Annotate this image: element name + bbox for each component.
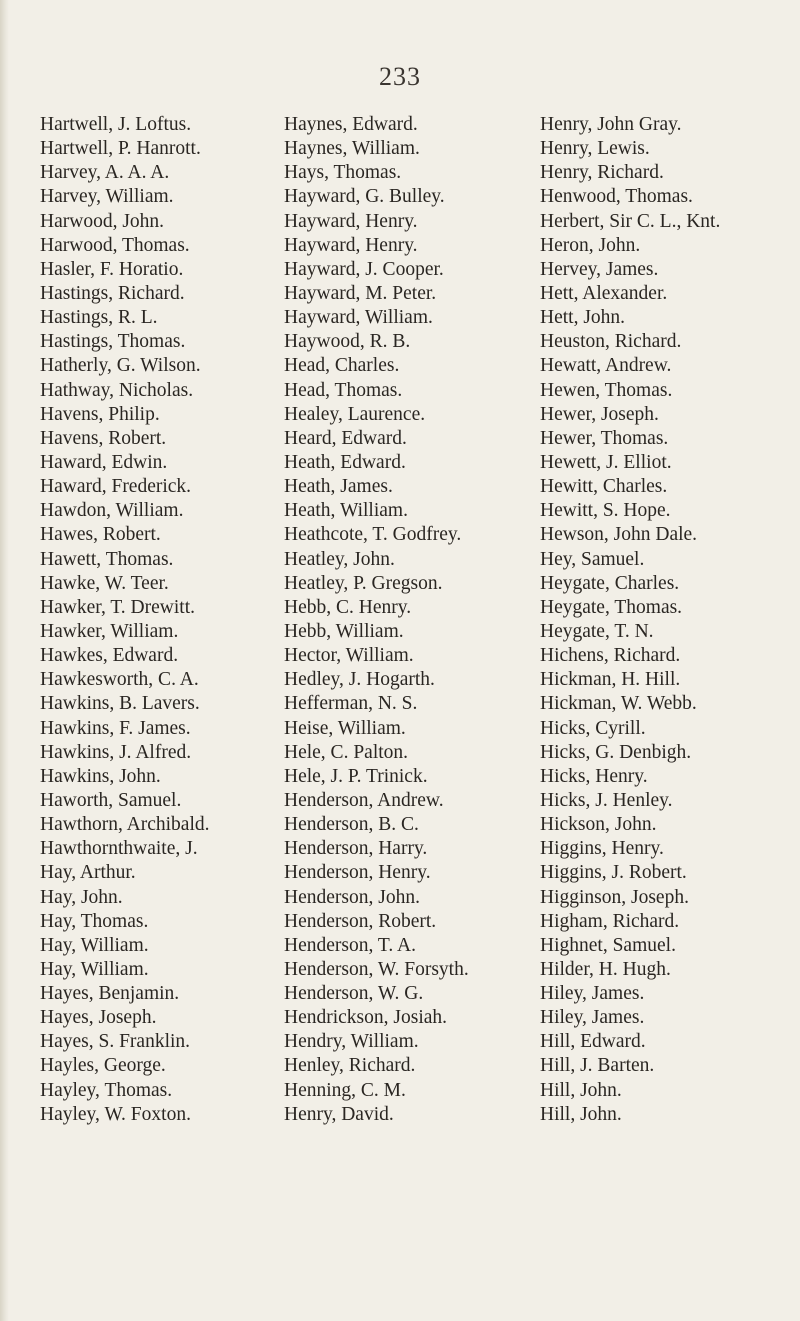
name-entry: Henderson, W. Forsyth. bbox=[284, 958, 469, 980]
name-entry: Hatherly, G. Wilson. bbox=[40, 355, 201, 377]
name-entry: Hill, John. bbox=[540, 1103, 622, 1125]
name-entry: Hawkes, Edward. bbox=[40, 645, 179, 667]
name-entry: Hay, William. bbox=[40, 958, 149, 980]
name-entry: Hett, Alexander. bbox=[540, 282, 668, 304]
name-entry: Hicks, G. Denbigh. bbox=[540, 741, 692, 763]
name-entry: Hay, William. bbox=[40, 934, 149, 956]
name-entry: Hasler, F. Horatio. bbox=[40, 258, 184, 280]
name-entry: Henley, Richard. bbox=[284, 1055, 416, 1077]
name-entry: Harvey, A. A. A. bbox=[40, 162, 170, 184]
name-entry: Hastings, R. L. bbox=[40, 307, 158, 329]
name-entry: Hawthornthwaite, J. bbox=[40, 838, 198, 860]
name-entry: Henderson, Andrew. bbox=[284, 789, 444, 811]
name-entry: Healey, Laurence. bbox=[284, 403, 426, 425]
name-entry: Head, Thomas. bbox=[284, 379, 403, 401]
name-entry: Hawkins, F. James. bbox=[40, 717, 191, 739]
name-entry: Higgins, J. Robert. bbox=[540, 862, 687, 884]
name-entry: Harwood, Thomas. bbox=[40, 234, 190, 256]
name-entry: Hedley, J. Hogarth. bbox=[284, 669, 435, 691]
name-entry: Hawker, T. Drewitt. bbox=[40, 596, 195, 618]
name-entry: Hayes, S. Franklin. bbox=[40, 1031, 191, 1053]
name-entry: Heygate, Charles. bbox=[540, 572, 680, 594]
name-entry: Hay, Arthur. bbox=[40, 862, 136, 884]
name-entry: Hervey, James. bbox=[540, 258, 659, 280]
name-entry: Higginson, Joseph. bbox=[540, 886, 689, 908]
name-entry: Hele, J. P. Trinick. bbox=[284, 765, 428, 787]
name-entry: Henwood, Thomas. bbox=[540, 186, 693, 208]
name-entry: Heygate, T. N. bbox=[540, 620, 654, 642]
name-entry: Haworth, Samuel. bbox=[40, 789, 182, 811]
name-entry: Heise, William. bbox=[284, 717, 406, 739]
name-entry: Henderson, Harry. bbox=[284, 838, 428, 860]
name-entry: Hewitt, Charles. bbox=[540, 476, 668, 498]
name-entry: Herbert, Sir C. L., Knt. bbox=[540, 210, 721, 232]
name-entry: Henderson, W. G. bbox=[284, 983, 424, 1005]
name-entry: Hele, C. Palton. bbox=[284, 741, 409, 763]
name-entry: Hartwell, P. Hanrott. bbox=[40, 138, 201, 160]
name-entry: Heard, Edward. bbox=[284, 427, 407, 449]
name-entry: Heath, Edward. bbox=[284, 451, 406, 473]
name-entry: Hayley, W. Foxton. bbox=[40, 1103, 191, 1125]
name-entry: Hickson, John. bbox=[540, 814, 657, 836]
name-entry: Hicks, J. Henley. bbox=[540, 789, 673, 811]
name-entry: Hawkesworth, C. A. bbox=[40, 669, 199, 691]
name-entry: Hawkins, John. bbox=[40, 765, 161, 787]
name-entry: Hayes, Joseph. bbox=[40, 1007, 157, 1029]
name-entry: Henry, John Gray. bbox=[540, 114, 682, 135]
name-entry: Havens, Robert. bbox=[40, 427, 167, 449]
name-entry: Highnet, Samuel. bbox=[540, 934, 676, 956]
name-entry: Hastings, Richard. bbox=[40, 282, 185, 304]
name-entry: Hickman, H. Hill. bbox=[540, 669, 681, 691]
name-entry: Hawker, William. bbox=[40, 620, 179, 642]
name-entry: Hickman, W. Webb. bbox=[540, 693, 697, 715]
name-entry: Haynes, Edward. bbox=[284, 114, 418, 135]
name-entry: Heath, William. bbox=[284, 500, 408, 522]
name-entry: Hilder, H. Hugh. bbox=[540, 958, 671, 980]
name-entry: Haynes, William. bbox=[284, 138, 420, 160]
name-entry: Hayward, Henry. bbox=[284, 210, 418, 232]
page-binding-edge bbox=[0, 0, 9, 1321]
name-entry: Hastings, Thomas. bbox=[40, 331, 186, 353]
name-entry: Harvey, William. bbox=[40, 186, 174, 208]
name-entry: Hill, J. Barten. bbox=[540, 1055, 655, 1077]
name-entry: Henning, C. M. bbox=[284, 1079, 406, 1101]
name-entry: Hewer, Joseph. bbox=[540, 403, 659, 425]
name-entry: Hiley, James. bbox=[540, 983, 645, 1005]
name-entry: Heath, James. bbox=[284, 476, 393, 498]
name-entry: Henderson, Henry. bbox=[284, 862, 431, 884]
name-entry: Henry, Lewis. bbox=[540, 138, 650, 160]
name-entry: Henry, Richard. bbox=[540, 162, 664, 184]
name-entry: Haywood, R. B. bbox=[284, 331, 411, 353]
name-entry: Hewer, Thomas. bbox=[540, 427, 669, 449]
name-entry: Hayward, William. bbox=[284, 307, 433, 329]
name-entry: Hicks, Cyrill. bbox=[540, 717, 646, 739]
name-entry: Hendry, William. bbox=[284, 1031, 419, 1053]
name-entry: Hawkins, B. Lavers. bbox=[40, 693, 200, 715]
name-entry: Hayward, M. Peter. bbox=[284, 282, 437, 304]
name-entry: Heuston, Richard. bbox=[540, 331, 682, 353]
name-entry: Hewett, J. Elliot. bbox=[540, 451, 672, 473]
name-entry: Hayles, George. bbox=[40, 1055, 166, 1077]
name-entry: Hay, Thomas. bbox=[40, 910, 149, 932]
name-entry: Hefferman, N. S. bbox=[284, 693, 418, 715]
name-entry: Hawthorn, Archibald. bbox=[40, 814, 210, 836]
name-entry: Henderson, John. bbox=[284, 886, 420, 908]
name-entry: Hawdon, William. bbox=[40, 500, 184, 522]
name-entry: Hays, Thomas. bbox=[284, 162, 402, 184]
name-entry: Hewatt, Andrew. bbox=[540, 355, 672, 377]
name-entry: Haward, Frederick. bbox=[40, 476, 192, 498]
name-entry: Hewitt, S. Hope. bbox=[540, 500, 671, 522]
name-entry: Henderson, Robert. bbox=[284, 910, 437, 932]
name-entry: Hebb, C. Henry. bbox=[284, 596, 412, 618]
name-entry: Hayward, Henry. bbox=[284, 234, 418, 256]
name-entry: Hayward, G. Bulley. bbox=[284, 186, 445, 208]
name-entry: Hill, Edward. bbox=[540, 1031, 646, 1053]
name-column-2 bbox=[284, 113, 469, 1127]
name-entry: Henderson, T. A. bbox=[284, 934, 416, 956]
name-entry: Hawke, W. Teer. bbox=[40, 572, 169, 594]
name-entry: Hebb, William. bbox=[284, 620, 404, 642]
name-entry: Hewen, Thomas. bbox=[540, 379, 673, 401]
name-entry: Hawett, Thomas. bbox=[40, 548, 174, 570]
name-entry: Hewson, John Dale. bbox=[540, 524, 698, 546]
name-entry: Hichens, Richard. bbox=[540, 645, 681, 667]
name-entry: Hiley, James. bbox=[540, 1007, 645, 1029]
page-number: 233 bbox=[379, 62, 421, 91]
name-entry: Henderson, B. C. bbox=[284, 814, 419, 836]
name-entry: Hawes, Robert. bbox=[40, 524, 161, 546]
name-entry: Hayward, J. Cooper. bbox=[284, 258, 444, 280]
name-entry: Hartwell, J. Loftus. bbox=[40, 114, 192, 135]
name-entry: Hill, John. bbox=[540, 1079, 622, 1101]
name-entry: Hayes, Benjamin. bbox=[40, 983, 180, 1005]
name-entry: Hay, John. bbox=[40, 886, 123, 908]
name-entry: Hicks, Henry. bbox=[540, 765, 648, 787]
name-entry: Head, Charles. bbox=[284, 355, 400, 377]
name-entry: Heathcote, T. Godfrey. bbox=[284, 524, 462, 546]
name-entry: Hett, John. bbox=[540, 307, 626, 329]
name-entry: Heatley, P. Gregson. bbox=[284, 572, 443, 594]
name-entry: Heron, John. bbox=[540, 234, 641, 256]
name-entry: Hayley, Thomas. bbox=[40, 1079, 173, 1101]
name-entry: Higham, Richard. bbox=[540, 910, 680, 932]
name-entry: Hey, Samuel. bbox=[540, 548, 645, 570]
name-entry: Higgins, Henry. bbox=[540, 838, 664, 860]
name-entry: Henry, David. bbox=[284, 1103, 394, 1125]
name-entry: Hawkins, J. Alfred. bbox=[40, 741, 192, 763]
name-entry: Hendrickson, Josiah. bbox=[284, 1007, 448, 1029]
name-entry: Hathway, Nicholas. bbox=[40, 379, 194, 401]
name-column-3 bbox=[540, 113, 720, 1127]
name-entry: Haward, Edwin. bbox=[40, 451, 168, 473]
name-entry: Heygate, Thomas. bbox=[540, 596, 683, 618]
name-entry: Hector, William. bbox=[284, 645, 414, 667]
name-entry: Heatley, John. bbox=[284, 548, 395, 570]
name-entry: Harwood, John. bbox=[40, 210, 165, 232]
name-column-1 bbox=[40, 113, 210, 1127]
name-entry: Havens, Philip. bbox=[40, 403, 160, 425]
